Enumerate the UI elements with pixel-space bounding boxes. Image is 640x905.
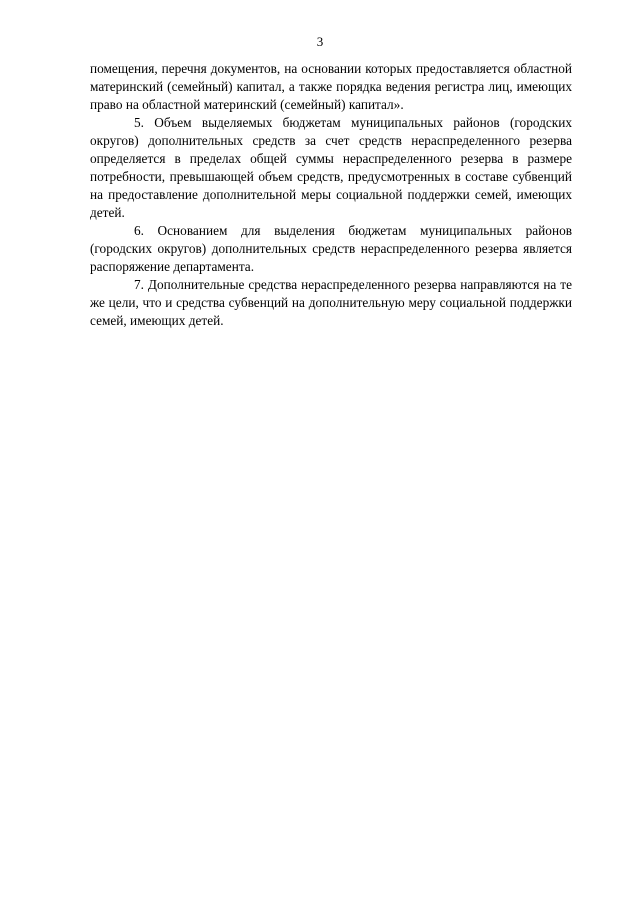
paragraph-item-6: 6. Основанием для выделения бюджетам муниципальных районов (городских округов) дополнительных средств нераспределенного резерва является распоряжение департамента. — [90, 223, 572, 274]
paragraph-item-5: 5. Объем выделяемых бюджетам муниципальных районов (городских округов) дополнительных средств за счет средств нераспределенного резерва определяется в пределах общей суммы нераспределенного резерва в размере потребности, превышающей объем средств, предусмотренных в составе субвенций на предоставление дополнительной меры социальной поддержки семей, имеющих детей. — [90, 115, 572, 220]
paragraph-continuation: помещения, перечня документов, на основании которых предоставляется областной материнский (семейный) капитал, а также порядка ведения регистра лиц, имеющих право на областной материнский (семейный) капитал». — [90, 61, 572, 112]
document-body — [90, 60, 572, 330]
paragraph-item-7: 7. Дополнительные средства нераспределенного резерва направляются на те же цели, что и средства субвенций на дополнительную меру социальной поддержки семей, имеющих детей. — [90, 277, 572, 328]
page-number: 3 — [316, 34, 324, 49]
